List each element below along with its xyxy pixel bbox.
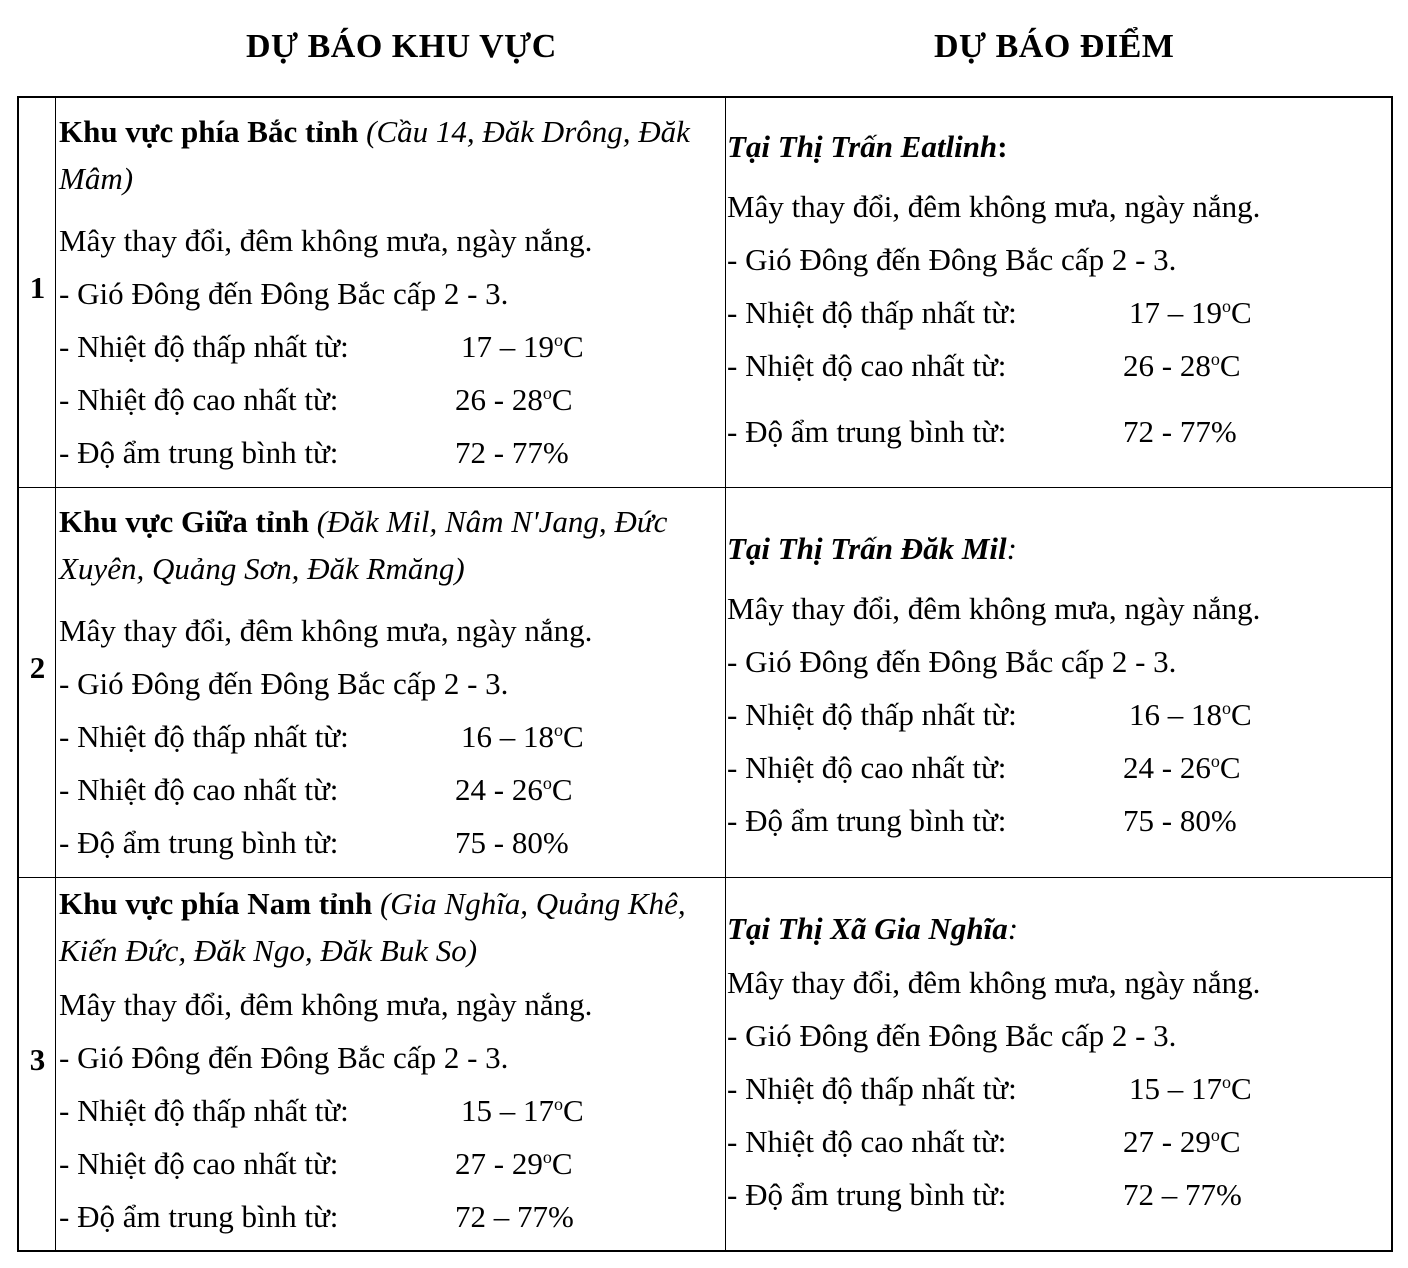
wind-info: - Gió Đông đến Đông Bắc cấp 2 - 3. <box>59 276 509 311</box>
humidity-label: - Độ ẩm trung bình từ: <box>59 825 339 860</box>
sky-condition: Mây thay đổi, đêm không mưa, ngày nắng. <box>727 189 1261 224</box>
region-title <box>59 108 727 214</box>
min-temp-row <box>59 320 727 373</box>
point-forecast-cell <box>727 522 1387 847</box>
wind-info: - Gió Đông đến Đông Bắc cấp 2 - 3. <box>59 666 509 701</box>
region-places: (Cầu 14, Đăk Drông, Đăk Mâm) <box>59 114 690 196</box>
wind-info: - Gió Đông đến Đông Bắc cấp 2 - 3. <box>727 1018 1177 1053</box>
point-name: Tại Thị Trấn Eatlinh <box>727 129 998 164</box>
max-temp-value: 26 - 28$^o$C <box>455 382 573 417</box>
row-divider-1 <box>19 487 1391 488</box>
forecast-table <box>17 96 1393 1252</box>
max-temp-label: - Nhiệt độ cao nhất từ: <box>59 1146 339 1181</box>
humidity-row <box>727 794 1387 847</box>
max-temp-row <box>727 339 1387 405</box>
humidity-row <box>727 405 1387 458</box>
row-number: 2 <box>29 650 46 685</box>
humidity-value: 75 - 80% <box>455 825 569 860</box>
max-temp-label: - Nhiệt độ cao nhất từ: <box>59 382 339 417</box>
point-name: Tại Thị Xã Gia Nghĩa <box>727 911 1008 946</box>
humidity-label: - Độ ẩm trung bình từ: <box>727 803 1007 838</box>
max-temp-value: 24 - 26$^o$C <box>455 772 573 807</box>
min-temp-label: - Nhiệt độ thấp nhất từ: <box>727 295 1017 330</box>
header-regional-forecast: DỰ BÁO KHU VỰC <box>246 28 557 65</box>
max-temp-label: - Nhiệt độ cao nhất từ: <box>727 1124 1007 1159</box>
humidity-value: 72 - 77% <box>455 435 569 470</box>
sky-condition: Mây thay đổi, đêm không mưa, ngày nắng. <box>727 965 1261 1000</box>
max-temp-row <box>727 1115 1387 1168</box>
point-title: Tại Thị Trấn Đăk Mil: <box>727 531 1017 566</box>
humidity-row <box>727 1168 1387 1221</box>
sky-condition: Mây thay đổi, đêm không mưa, ngày nắng. <box>59 613 593 648</box>
min-temp-value: 16 – 18$^o$C <box>461 719 584 754</box>
humidity-row <box>59 1190 727 1243</box>
region-name: Khu vực Giữa tỉnh <box>59 504 309 539</box>
wind-info: - Gió Đông đến Đông Bắc cấp 2 - 3. <box>59 1040 509 1075</box>
min-temp-value: 15 – 17$^o$C <box>1129 1071 1252 1106</box>
header-point-forecast: DỰ BÁO ĐIỂM <box>934 28 1175 65</box>
humidity-value: 72 - 77% <box>1123 414 1237 449</box>
min-temp-row <box>59 710 727 763</box>
max-temp-row <box>727 741 1387 794</box>
row-number: 1 <box>29 270 46 305</box>
min-temp-row <box>727 688 1387 741</box>
min-temp-label: - Nhiệt độ thấp nhất từ: <box>59 719 349 754</box>
min-temp-value: 16 – 18$^o$C <box>1129 697 1252 732</box>
min-temp-label: - Nhiệt độ thấp nhất từ: <box>59 1093 349 1128</box>
max-temp-label: - Nhiệt độ cao nhất từ: <box>727 348 1007 383</box>
max-temp-value: 24 - 26$^o$C <box>1123 750 1241 785</box>
point-forecast-cell <box>727 902 1387 1221</box>
min-temp-row <box>727 286 1387 339</box>
min-temp-row <box>727 1062 1387 1115</box>
point-title: Tại Thị Trấn Eatlinh: <box>727 129 1008 164</box>
sky-condition: Mây thay đổi, đêm không mưa, ngày nắng. <box>59 223 593 258</box>
min-temp-value: 17 – 19$^o$C <box>461 329 584 364</box>
max-temp-row <box>59 373 727 426</box>
min-temp-row <box>59 1084 727 1137</box>
point-name: Tại Thị Trấn Đăk Mil <box>727 531 1007 566</box>
humidity-row <box>59 426 727 479</box>
max-temp-label: - Nhiệt độ cao nhất từ: <box>59 772 339 807</box>
humidity-label: - Độ ẩm trung bình từ: <box>59 435 339 470</box>
humidity-row <box>59 816 727 869</box>
humidity-value: 72 – 77% <box>455 1199 574 1234</box>
region-name: Khu vực phía Nam tỉnh <box>59 886 373 921</box>
wind-info: - Gió Đông đến Đông Bắc cấp 2 - 3. <box>727 644 1177 679</box>
max-temp-value: 26 - 28$^o$C <box>1123 348 1241 383</box>
region-title <box>59 498 727 604</box>
humidity-label: - Độ ẩm trung bình từ: <box>727 1177 1007 1212</box>
humidity-label: - Độ ẩm trung bình từ: <box>59 1199 339 1234</box>
regional-forecast-cell <box>59 498 727 869</box>
sky-condition: Mây thay đổi, đêm không mưa, ngày nắng. <box>727 591 1261 626</box>
point-title: Tại Thị Xã Gia Nghĩa: <box>727 911 1019 946</box>
min-temp-label: - Nhiệt độ thấp nhất từ: <box>727 697 1017 732</box>
row-number: 3 <box>29 1042 46 1077</box>
regional-forecast-cell <box>59 108 727 479</box>
region-places: (Gia Nghĩa, Quảng Khê, Kiến Đức, Đăk Ngo, Đăk Buk So) <box>59 886 686 968</box>
wind-info: - Gió Đông đến Đông Bắc cấp 2 - 3. <box>727 242 1177 277</box>
min-temp-value: 17 – 19$^o$C <box>1129 295 1252 330</box>
max-temp-row <box>59 1137 727 1190</box>
row-divider-2 <box>19 877 1391 878</box>
regional-forecast-cell <box>59 880 727 1243</box>
humidity-value: 75 - 80% <box>1123 803 1237 838</box>
region-title <box>59 880 727 978</box>
min-temp-label: - Nhiệt độ thấp nhất từ: <box>59 329 349 364</box>
humidity-label: - Độ ẩm trung bình từ: <box>727 414 1007 449</box>
max-temp-row <box>59 763 727 816</box>
region-places: (Đăk Mil, Nâm N'Jang, Đức Xuyên, Quảng Sơn, Đăk Rmăng) <box>59 504 668 586</box>
max-temp-value: 27 - 29$^o$C <box>1123 1124 1241 1159</box>
point-forecast-cell <box>727 120 1387 458</box>
sky-condition: Mây thay đổi, đêm không mưa, ngày nắng. <box>59 987 593 1022</box>
min-temp-label: - Nhiệt độ thấp nhất từ: <box>727 1071 1017 1106</box>
humidity-value: 72 – 77% <box>1123 1177 1242 1212</box>
region-name: Khu vực phía Bắc tỉnh <box>59 114 359 149</box>
min-temp-value: 15 – 17$^o$C <box>461 1093 584 1128</box>
max-temp-label: - Nhiệt độ cao nhất từ: <box>727 750 1007 785</box>
max-temp-value: 27 - 29$^o$C <box>455 1146 573 1181</box>
